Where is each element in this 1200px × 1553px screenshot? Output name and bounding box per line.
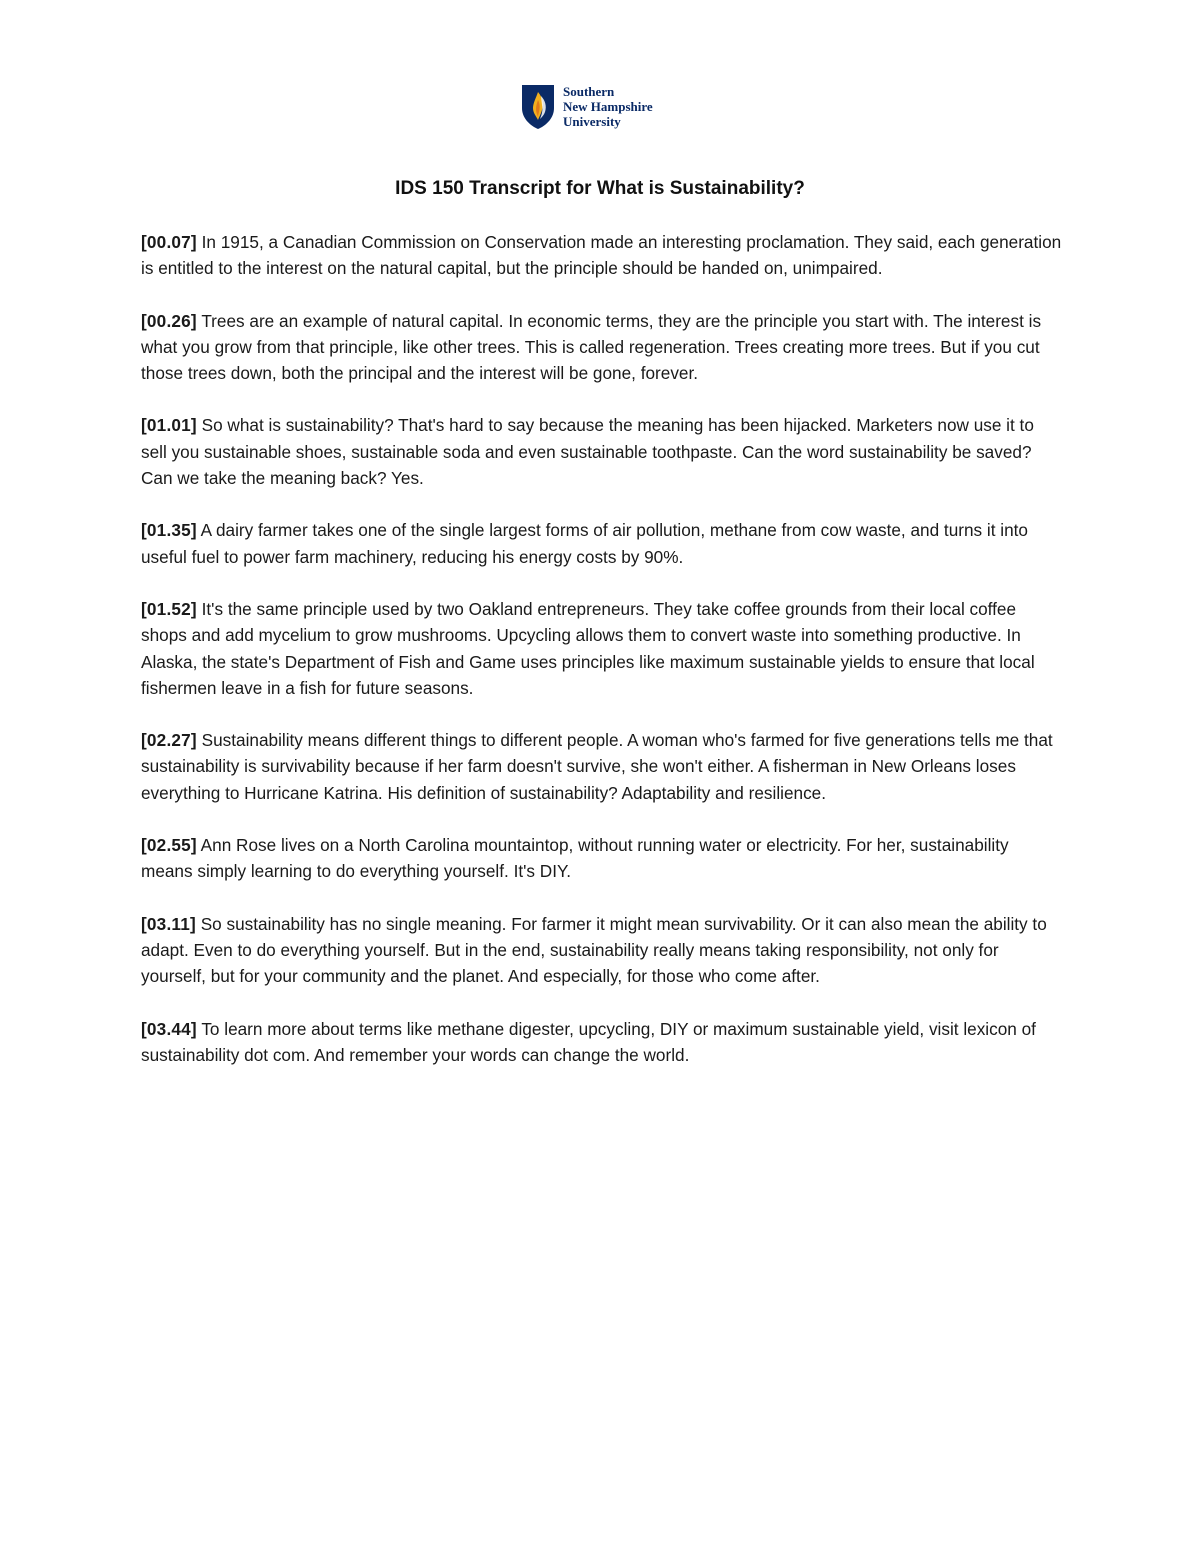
paragraph-text: A dairy farmer takes one of the single largest forms of air pollution, methane from cow waste, and turns it into useful fuel to power farm machinery, reducing his energy costs by 90%. <box>141 520 1028 567</box>
transcript-paragraph <box>141 229 1063 282</box>
paragraph-text: To learn more about terms like methane digester, upcycling, DIY or maximum sustainable yield, visit lexicon of sustainability dot com. And remember your words can change the world. <box>141 1018 1036 1065</box>
transcript-paragraph <box>141 727 1063 806</box>
paragraph-text: Sustainability means different things to different people. A woman who's farmed for five generations tells me that sustainability is survivability because if her farm doesn't survive, she won't either. A fisherman in New Orleans loses everything to Hurricane Katrina. His definition of sustainability? Adaptability and resilience. <box>141 730 1053 803</box>
timestamp: [03.44] <box>141 1018 197 1039</box>
transcript-paragraph <box>141 911 1063 990</box>
timestamp: [01.52] <box>141 598 197 619</box>
timestamp: [01.01] <box>141 415 197 436</box>
logo-line-3: University <box>563 114 621 129</box>
logo-wordmark <box>563 84 653 129</box>
paragraph-text: So what is sustainability? That's hard to say because the meaning has been hijacked. Marketers now use it to sell you sustainable shoes, sustainable soda and even sustainable toothpaste. Can the word sustainability be saved? Can we take the meaning back? Yes. <box>141 415 1034 489</box>
transcript-body <box>141 229 1063 1094</box>
paragraph-text: Ann Rose lives on a North Carolina mountaintop, without running water or electricity. For her, sustainability means simply learning to do everything yourself. It's DIY. <box>141 835 1009 882</box>
transcript-paragraph <box>141 596 1063 701</box>
document-title: IDS 150 Transcript for What is Sustainability? <box>395 178 805 199</box>
paragraph-text: In 1915, a Canadian Commission on Conservation made an interesting proclamation. They said, each generation is entitled to the interest on the natural capital, but the principle should be handed on, unimpaired. <box>141 232 1062 279</box>
timestamp: [00.26] <box>141 310 197 331</box>
timestamp: [00.07] <box>141 232 197 252</box>
paragraph-text: So sustainability has no single meaning. For farmer it might mean survivability. Or it can also mean the ability to adapt. Even to do everything yourself. But in the end, sustainability really means taking responsibility, not only for yourself, but for your community and the planet. And especially, for those who come after. <box>141 913 1047 987</box>
transcript-paragraph <box>141 308 1063 387</box>
paragraph-text: Trees are an example of natural capital. In economic terms, they are the principle you start with. The interest is what you grow from that principle, like other trees. This is called regeneration. Trees creating more trees. But if you cut those trees down, both the principal and the interest will be gone, forever. <box>141 310 1042 384</box>
timestamp: [03.11] <box>141 913 196 934</box>
transcript-paragraph <box>141 1016 1063 1069</box>
timestamp: [02.27] <box>141 730 197 751</box>
paragraph-text: It's the same principle used by two Oakland entrepreneurs. They take coffee grounds from their local coffee shops and add mycelium to grow mushrooms. Upcycling allows them to convert waste into something productive. In Alaska, the state's Department of Fish and Game uses principles like maximum sustainable yields to ensure that local fishermen leave in a fish for future seasons. <box>141 598 1035 698</box>
logo-line-2: New Hampshire <box>563 99 653 114</box>
transcript-paragraph <box>141 517 1063 570</box>
transcript-paragraph <box>141 832 1063 885</box>
timestamp: [02.55] <box>141 835 197 856</box>
logo-line-1: Southern <box>563 84 615 99</box>
university-logo <box>521 84 691 134</box>
timestamp: [01.35] <box>141 520 197 541</box>
flame-shield-icon <box>521 84 555 130</box>
transcript-paragraph <box>141 412 1063 491</box>
